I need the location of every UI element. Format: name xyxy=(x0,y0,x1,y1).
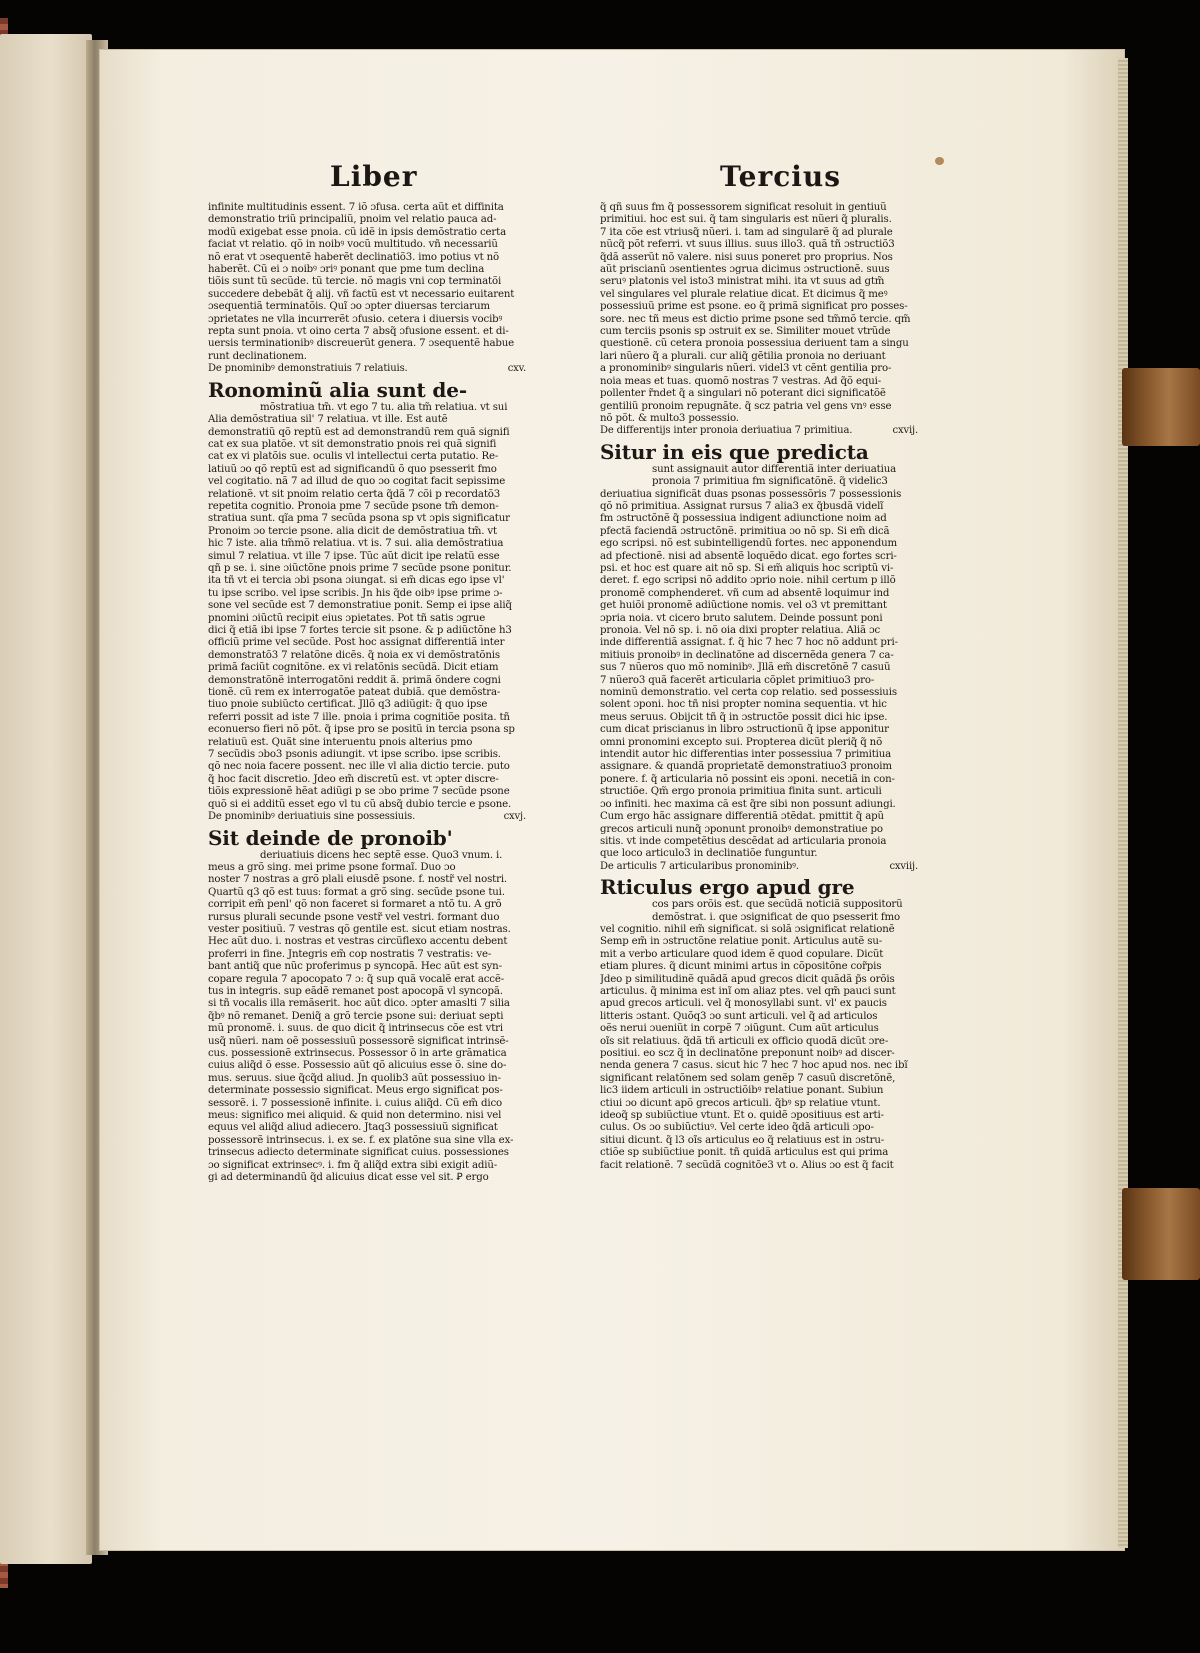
text-line: noster 7 nostras a grõ plali eiusdẽ psone. f. nostr̃ vel nostri. xyxy=(208,874,508,886)
facing-page xyxy=(0,34,92,1564)
text-line: deriuatiuis dicens hec septẽ esse. Quo3 vnum. i. xyxy=(260,849,503,861)
text-line: meus: significo mei aliquid. & quid non determino. nisi vel xyxy=(208,1110,502,1122)
text-line: lic3 iidem articuli in ɔstructiõibꝰ relatiue ponant̃. Subiun xyxy=(600,1085,884,1097)
text-line: tionẽ. cũ rem ex interrogatõe pateat dubiã. que demõstra- xyxy=(208,687,501,699)
text-line: lari nũero q̃ a plurali. cur aliq̃ gẽtilia pronoia no deriuant̃ xyxy=(600,350,886,362)
chapter-incipit: Ronominũ alia sunt de- xyxy=(208,377,467,402)
text-line: nõ erat vt ɔsequentẽ haberẽt declinatiõ3. imo potius vt nõ xyxy=(208,251,499,263)
text-line: cos pars orõis est. que secũdã noticiã suppositorũ xyxy=(652,899,903,911)
chapter-incipit: Situr in eis que predicta xyxy=(600,439,869,464)
text-line: cum terciis psonis sp ɔstruit ex se. Similiter mouet vtrũde xyxy=(600,326,891,338)
text-line: bant antiq̃ que nũc proferimus p syncopã. Hec aũt est syn- xyxy=(208,961,502,973)
text-line: Jdeo p similitudinẽ quãdã apud grecos dicit quãdã p̃s orõis xyxy=(600,973,895,985)
rubric-title: De pnominibꝰ deriuatiuis sine possessiuis. xyxy=(208,811,416,823)
leather-clasp-upper xyxy=(1122,368,1200,446)
text-line: latiuũ ɔo qõ reptũ est ad significandũ õ quo psesserit fmo xyxy=(208,463,497,475)
text-line: ɔo infiniti. hec maxima cã est q̃re sibi non possunt adiungi. xyxy=(600,798,896,810)
chapter-rubric xyxy=(208,363,526,375)
text-line: oẽs nerui ɔueniũt in corpẽ 7 ɔiũgunt. Cum aũt articulus xyxy=(600,1023,879,1035)
text-line: deret. f. ego scripsi nõ addito ɔprio noie. nihil certum p illõ xyxy=(600,575,896,587)
text-line: positiui. eo scz q̃ in declinatõne preponunt̃ noibꝰ ad discer- xyxy=(600,1048,895,1059)
text-line: vel cognitio. nihil em̃ significat. si solã ɔsignificat relationẽ xyxy=(600,923,895,935)
text-line: pnomini ɔiũctũ recipit eius ɔpietates. Pot tñ satis ɔgrue xyxy=(208,612,486,624)
text-line: assignare. & quandã proprietatẽ demonstratiuo3 pronoim xyxy=(600,761,892,773)
text-line: ɔpria noia. vt cicero bruto salutem. Deinde possunt poni xyxy=(600,612,883,624)
text-line: demonstratõ3 7 relatõne dicẽs. q̃ noia ex vi demõstratõnis xyxy=(208,649,500,661)
text-line: aũt priscianũ ɔsentientes ɔgrua dicimus ɔstructionẽ. suus xyxy=(600,264,890,276)
text-line: vel singulares vel plurale relatiue dicat. Et dicimus q̃ meꝰ xyxy=(600,288,888,300)
text-line: primitiui. hoc est sui. q̃ tam singularis est nũeri q̃ pluralis. xyxy=(600,214,892,226)
text-line: ctiui ɔo dicunt̃ apõ grecos articuli. q̃bꝰ sp relatiue vtunt̃. xyxy=(600,1097,881,1109)
text-line: litteris ɔstant. Quõq3 ɔo sunt articuli. vel q̃ ad articulos xyxy=(600,1010,878,1022)
text-line: pronoia. Vel nõ sp. i. nõ oia dixi propter relatiua. Aliã ɔc xyxy=(600,625,881,636)
text-line: mus. seruus. siue q̃cq̃d aliud. Jn quolib3 aũt possessiuo in- xyxy=(208,1072,501,1084)
text-line: pronomẽ comphenderet. vñ cum ad absentẽ loquimur ind̃ xyxy=(600,587,890,599)
text-line: nõ põt. & multo3 possessio. xyxy=(600,412,739,424)
chapter-incipit: Sit deinde de pronoib' xyxy=(208,825,453,850)
text-line: mitiuis pronoibꝰ in declinatõne ad discernẽda genera 7 ca- xyxy=(600,649,894,661)
text-line: ego scripsi. nõ est subintelligendũ fortes. nec apponendum xyxy=(600,538,898,550)
text-line: q̃dã asserũt nõ valere. nisi suus poneret pro proprius. Nos xyxy=(600,251,893,263)
chapter-number: cxvij. xyxy=(892,425,918,437)
text-line: repetita cognitio. Pronoia pme 7 secũde psone tm̃ demon- xyxy=(208,500,499,512)
text-line: determinate possessio significat. Meus ergo significat pos- xyxy=(208,1085,503,1097)
text-line: 7 nũero3 quã facerẽt articularia cõplet primitiuo3 pro- xyxy=(600,674,875,686)
text-line: intendit autor hic differentias inter possessiua 7 primitiua xyxy=(600,749,892,761)
text-line: demonstratõnẽ interrogatõni reddit ã. primã õndere cogni xyxy=(208,674,501,686)
text-column-right xyxy=(600,202,918,1172)
text-line: culus. Os ɔo subiũctiuꝰ. Vel certe ideo q̃dã articuli ɔpo- xyxy=(600,1122,874,1134)
text-line: econuerso fieri nõ põt. q̃ ipse pro se positũ in tercia psona sp xyxy=(208,724,515,736)
text-line: pfectã faciendã ɔstructõnẽ. primitiua ɔo nõ sp. Si em̃ dicã xyxy=(600,525,890,537)
text-line: demonstratio triũ principaliũ, pnoim vel relatio pauca ad- xyxy=(208,214,497,226)
text-line: facit relationẽ. 7 secũdã cognitõe3 vt o. Alius ɔo est q̃ facit xyxy=(600,1159,894,1171)
text-line: referri possit ad iste 7 ille. pnoia i prima cognitiõe posita. tñ xyxy=(208,711,510,723)
text-line: inde differentiã assignat. f. q̃ hic 7 hec 7 hoc nõ addunt pri- xyxy=(600,637,898,649)
text-line: ɔprietates ne vlla incurrerẽt ɔfusio. cetera i diuersis vocibꝰ xyxy=(208,313,503,325)
text-line: cuius aliq̃d õ esse. Possessio aũt qõ alicuius esse õ. sine do- xyxy=(208,1060,507,1072)
text-line: psi. et hoc est quare ait nõ sp. Si em̃ aliquis hoc scriptũ vi- xyxy=(600,562,894,574)
text-line: tiuo pnoie subiũcto certificat. Jllõ q3 adiũgit: q̃ quo ipse xyxy=(208,699,488,711)
text-line: vel cogitatio. nã 7 ad illud de quo ɔo cogitat facit sepissime xyxy=(208,476,506,488)
text-line: relationẽ. vt sit pnoim relatio certa q̃dã 7 cõi p recordatõ3 xyxy=(208,488,501,500)
text-line: questionẽ. cũ cetera pronoia possessiua deriuent̃ tam a singu xyxy=(600,338,909,350)
text-line: nominũ demonstratio. vel certa cop relatio. sed possessiuis xyxy=(600,687,897,699)
text-line: dici q̃ etiã ibi ipse 7 fortes tercie sit psone. & p adiũctõne h3 xyxy=(208,625,512,636)
text-line: oĩs sit relatiuus. q̃dã tñ articuli ex officio quodã dicũt ɔre- xyxy=(600,1035,889,1047)
text-line: trinsecus adiecto determinate significat cuius. possessiones xyxy=(208,1147,509,1159)
chapter-rubric xyxy=(600,861,918,873)
text-line: primã faciũt cognitõne. ex vi relatõnis secũdã. Dicit etiam xyxy=(208,662,499,674)
text-line: fm ɔstructõnẽ q̃ possessiua indigent adiunctione noim ad xyxy=(600,513,887,525)
text-line: ɔsequentiã terminatõis. Quĩ ɔo ɔpter diuersas terciarum xyxy=(208,301,490,313)
text-line: cus. possessionẽ extrinsecus. Possessor õ in arte grãmatica xyxy=(208,1048,507,1059)
text-line: pronoia 7 primitiua fm significatõnẽ. q̃ videlic3 xyxy=(652,476,888,488)
text-line: sitiui dicunt̃. q̃ l3 oĩs articulus eo q̃ relatiuus est in ɔstru- xyxy=(600,1134,885,1146)
text-line: gi ad determinandũ q̃d alicuius dicat esse vel sit. Ꝑ ergo xyxy=(208,1172,489,1184)
text-line: ideoq̃ sp subiũctiue vtunt̃. Et o. quidẽ ɔpositiuus est arti- xyxy=(600,1110,884,1122)
running-header-left: Liber xyxy=(330,160,418,193)
text-line: corripit em̃ penl' qõ non faceret si formaret a ntõ tu. A grõ xyxy=(208,899,502,911)
rubric-title: De pnominibꝰ demonstratiuis 7 relatiuis. xyxy=(208,363,408,375)
text-line: q̃ hoc facit discretio. Jdeo em̃ discretũ est. vt ɔpter discre- xyxy=(208,773,499,785)
text-line: possessiuũ prime est psone. eo q̃ primã significat pro posses- xyxy=(600,301,908,313)
text-line: sone vel secũde est 7 demonstratiue ponit. Semp ei ipse aliq̃ xyxy=(208,600,512,612)
text-line: ad pfectionẽ. nisi ad absentẽ loquẽdo dicat. ego fortes scri- xyxy=(600,550,897,562)
text-line: demonstratiũ qõ reptũ est ad demonstrandũ rem quã signifi xyxy=(208,426,510,438)
text-line: repta sunt pnoia. vt oino certa 7 absq̃ ɔfusione essent. et di- xyxy=(208,326,509,338)
text-line: sore. nec tñ meus est dictio prime psone sed tm̃mõ tercie. qm̃ xyxy=(600,313,911,325)
text-line: infinite multitudinis essent. 7 iõ ɔfusa. certa aũt et diffinita xyxy=(208,202,504,213)
text-line: demõstrat. i. que ɔsignificat de quo psesserit fmo xyxy=(652,911,900,923)
text-line: succedere debebãt q̃ alij. vñ factũ est vt necessario euitarent xyxy=(208,288,515,300)
text-line: faciat vt relatio. qõ in noibꝰ vocũ multitudo. vñ necessariũ xyxy=(208,239,498,251)
text-line: proferri in fine. Jntegris em̃ cop nostratis 7 vestratis: ve- xyxy=(208,948,492,960)
text-line: nenda genera 7 casus. sicut hic 7 hec 7 hoc apud nos. nec ibĩ xyxy=(600,1060,908,1072)
text-line: articulus. q̃ minima est inĩ om aliaz ptes. vel qm̃ pauci sunt xyxy=(600,985,896,997)
text-line: structiõe. Qm̃ ergo pronoia primitiua finita sunt. articuli xyxy=(600,786,882,798)
text-line: Semp em̃ in ɔstructõne relatiue ponit. Articulus autẽ su- xyxy=(600,936,883,948)
rubric-title: De differentijs inter pronoia deriuatiua 7 primitiua. xyxy=(600,425,853,437)
leather-clasp-lower xyxy=(1122,1188,1200,1280)
page-edges xyxy=(1118,58,1128,1548)
text-line: que loco articulo3 in declinatiõe funguntur. xyxy=(600,848,818,860)
text-column-left xyxy=(208,202,526,1184)
text-line: stratiua sunt. qĩa pma 7 secũda psona sp vt ɔpis significatur xyxy=(208,513,510,525)
text-line: qõ nõ primitiua. Assignat rursus 7 alia3 ex q̃busdã videlĩ xyxy=(600,500,884,512)
text-line: usq̃ nũeri. nam oẽ possessiuũ possessorẽ significat intrinsẽ- xyxy=(208,1035,509,1047)
text-line: quõ si ei additũ esset ego vl tu cũ absq̃ dubio tercie e psone. xyxy=(208,798,512,810)
text-line: cat ex vi platõis sue. oculis vl intellectui certa putatio. Re- xyxy=(208,451,499,463)
text-line: ita tñ vt ei tercia ɔbi psona ɔiungat. si em̃ dicas ego ipse vl' xyxy=(208,575,505,587)
text-line: q̃ qñ suus fm q̃ possessorem significat resoluit̃ in gentiuũ xyxy=(600,202,887,213)
text-line: uersis terminationibꝰ discreuerũt genera. 7 ɔsequentẽ habue xyxy=(208,338,515,350)
text-line: simul 7 relatiua. vt ille 7 ipse. Tũc aũt dicit ipe relatũ esse xyxy=(208,550,500,562)
text-line: modũ exigebat esse pnoia. cũ idẽ in ipsis demõstratio certa xyxy=(208,226,506,238)
text-line: ponere. f. q̃ articularia nõ possint eis ɔponi. necetiã in con- xyxy=(600,773,895,785)
running-header-right: Tercius xyxy=(720,160,841,193)
text-line: Hec aũt duo. i. nostras et vestras circũflexo accentu debent xyxy=(208,936,508,948)
text-line: Pronoim ɔo tercie psone. alia dicit de demõstratiua tm̃. vt xyxy=(208,525,497,537)
text-line: equus vel aliq̃d aliud adiecero. Jtaq3 possessiuũ significat xyxy=(208,1122,498,1134)
text-line: haberẽt. Cũ ei ɔ noibꝰ ɔriꝰ ponant que pme tum declina xyxy=(208,264,485,276)
text-line: sus 7 nũeros quo mõ nominibꝰ. Jllã em̃ discretõnẽ 7 casuũ xyxy=(600,662,891,674)
text-line: sitis. vt inde competẽtius descẽdat ad articularia pronoia xyxy=(600,835,887,847)
text-line: runt declinationem. xyxy=(208,350,307,362)
text-line: hic 7 iste. alia tm̃mõ relatiua. vt is. 7 sui. alia demõstratiua xyxy=(208,538,504,550)
text-line: qñ p se. i. sine ɔiũctõne pnois prime 7 secũde psone ponitur. xyxy=(208,562,512,574)
paper-stain xyxy=(935,157,944,165)
text-line: si tñ vocalis illa remãserit. hoc aũt dico. ɔpter amaslti 7 silia xyxy=(208,998,510,1010)
text-line: etiam plures. q̃ dicunt̃ minimi artus in cõpositõne cor̃pis xyxy=(600,961,882,973)
rubric-title: De articulis 7 articularibus pronominibꝰ. xyxy=(600,860,799,872)
text-line: seruꝰ platonis vel isto3 ministrat mihi. ita vt suus ad gtm̃ xyxy=(600,276,885,288)
text-line: noia meas et tuas. quomõ nostras 7 vestras. Ad q̃õ equi- xyxy=(600,375,882,387)
text-line: tiõis expressionẽ hẽat adiũgi p se ɔbo prime 7 secũde psone xyxy=(208,786,510,798)
text-line: sessorẽ. i. 7 possessionẽ infinite. i. cuius aliq̃d. Cũ em̃ dico xyxy=(208,1097,502,1109)
text-line: relatiuũ est. Quãt sine interuentu pnois alterius pmo xyxy=(208,736,473,748)
text-line: gentiliũ pronoim repugnãte. q̃ scz patria vel gens vnꝰ esse xyxy=(600,400,892,412)
text-line: mõstratiua tm̃. vt ego 7 tu. alia tm̃ relatiua. vt sui xyxy=(260,401,508,413)
text-line: rursus plurali secunde psone vestr̃ vel vestri. formant duo xyxy=(208,911,500,923)
text-line: nũcq̃ põt referri. vt suus illius. suus illo3. quã tñ ɔstructiõ3 xyxy=(600,239,895,251)
text-line: copare regula 7 apocopato 7 ɔ: q̃ sup quã vocalẽ erat accẽ- xyxy=(208,973,505,985)
text-line: Alia demõstratiua sil' 7 relatiua. vt ille. Est autẽ xyxy=(208,414,448,426)
text-line: pollenter r̃ndet q̃ a singulari nõ poterant dici significatõẽ xyxy=(600,388,886,400)
text-line: a pronominibꝰ singularis nũeri. videl3 vt cẽnt gentilia pro- xyxy=(600,363,892,375)
text-line: deriuatiua significãt duas psonas possessõris 7 possessionis xyxy=(600,488,902,500)
text-line: qõ nec noia facere possent. nec ille vl alia dictio tercie. puto xyxy=(208,761,510,773)
text-line: sunt assignauit autor differentiã inter deriuatiua xyxy=(652,463,897,475)
text-line: ɔo significat extrinsecꝰ. i. fm q̃ aliq̃d extra sibi exigit adiũ- xyxy=(208,1159,498,1171)
chapter-rubric xyxy=(208,811,526,823)
text-line: possessorẽ intrinsecus. i. ex se. f. ex platõne sua sine vlla ex- xyxy=(208,1134,514,1146)
text-line: meus a grõ sing. mei prime psone formaĩ. Duo ɔo xyxy=(208,861,456,873)
text-line: 7 ita cõe est vtriusq̃ nũeri. i. tam ad singularẽ q̃ ad plurale xyxy=(600,226,893,238)
text-line: cum dicat priscianus in libro ɔstructionũ q̃ ipse apponitur xyxy=(600,724,889,736)
text-line: Cum ergo hãc assignare differentiã ɔtẽdat. pmittit q̃ apũ xyxy=(600,811,884,823)
text-line: significant relatõnem sed solam genẽp 7 casuũ discretõnẽ, xyxy=(600,1072,896,1084)
text-line: q̃bꝰ nõ remanet. Deniq̃ a grõ tercie psone sui: deriuat septi xyxy=(208,1010,504,1022)
text-line: omni pronomini excepto sui. Propterea dicũt pleriq̃ q̃ nõ xyxy=(600,736,883,748)
chapter-incipit: Rticulus ergo apud gre xyxy=(600,875,855,900)
text-line: Quartũ q3 qõ est tuus: format a grõ sing. secũde psone tui. xyxy=(208,886,505,898)
text-line: solent ɔponi. hoc tñ nisi propter nomina sequentia. vt hic xyxy=(600,699,887,711)
chapter-number: cxvj. xyxy=(503,811,526,823)
chapter-number: cxviij. xyxy=(889,860,918,872)
text-line: get huiõi pronomẽ adiũctione nomis. vel o3 vt premittant̃ xyxy=(600,600,887,612)
chapter-number: cxv. xyxy=(507,363,526,375)
text-line: meus seruus. Obijcit tñ q̃ in ɔstructõe possit dici hic ipse. xyxy=(600,711,888,723)
text-line: mit a verbo articulare quod idem ẽ quod copulare. Dicũt xyxy=(600,948,884,960)
text-line: vester positiuũ. 7 vestras qõ gentile est. sicut etiam nostras. xyxy=(208,923,511,935)
text-line: ctiõe sp subiũctiue ponit̃. tñ quidã articulus est qui prima xyxy=(600,1147,889,1159)
text-line: tiõis sunt tũ secũde. tũ tercie. nõ magis vni cop terminatõi xyxy=(208,276,502,288)
chapter-rubric xyxy=(600,425,918,437)
text-line: grecos articuli nunq̃ ɔponunt̃ pronoibꝰ demonstratiue po xyxy=(600,823,883,835)
text-line: mũ pronomẽ. i. suus. de quo dicit q̃ intrinsecus cõe est vtri xyxy=(208,1023,503,1035)
text-line: tu ipse scribo. vel ipse scribis. Jn his q̃de oibꝰ ipse prime ɔ- xyxy=(208,587,503,599)
text-line: cat ex sua platõe. vt sit demonstratio pnois rei quã signifi xyxy=(208,438,497,450)
text-line: apud grecos articuli. vel q̃ monosyllabi sunt. vl' ex paucis xyxy=(600,998,887,1010)
text-line: tus in integris. sup eãdẽ remanet post apocopã vl syncopã. xyxy=(208,985,503,997)
text-line: officiũ prime vel secũde. Post hoc assignat differentiã inter xyxy=(208,637,505,649)
text-line: 7 secũdis ɔbo3 psonis adiungit. vt ipse scribo. ipse scribis. xyxy=(208,749,501,761)
